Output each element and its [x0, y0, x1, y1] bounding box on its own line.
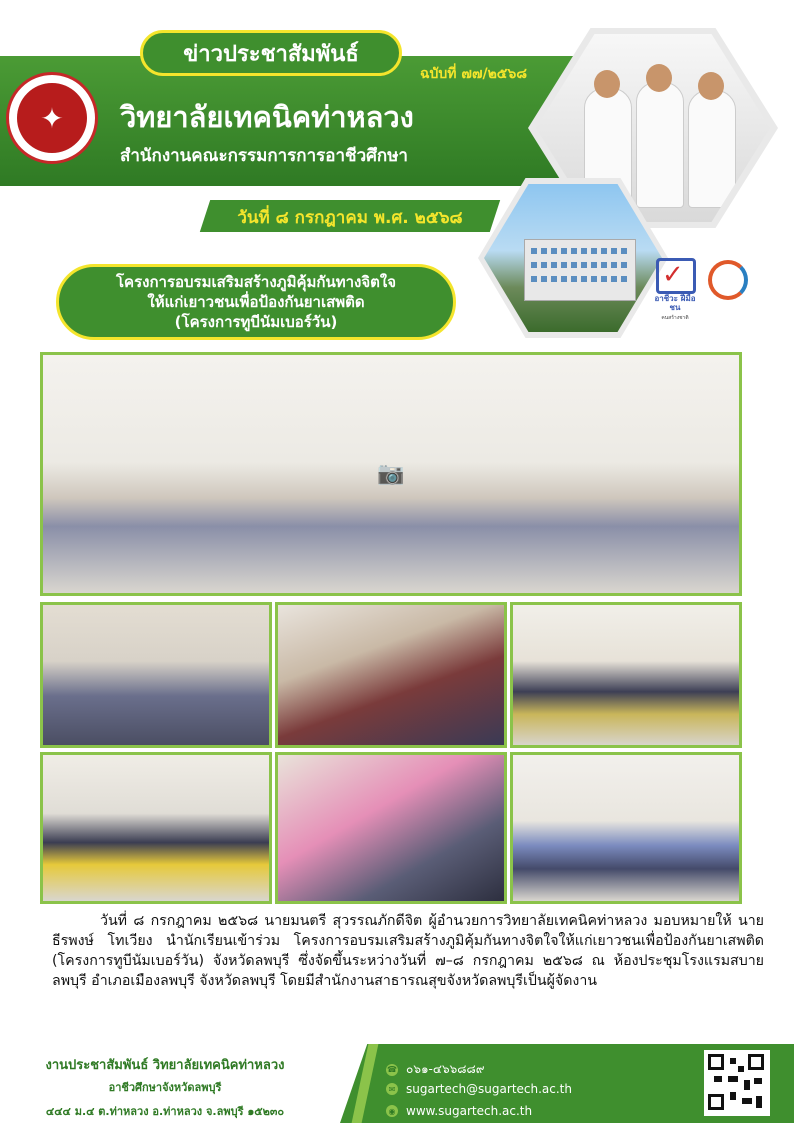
footer-org-sub: อาชีวศึกษาจังหวัดลพบุรี	[108, 1081, 222, 1094]
qr-module	[730, 1092, 736, 1100]
emblem-icon: ✦	[17, 83, 87, 153]
footer-website[interactable]: ◉ www.sugartech.ac.th	[386, 1104, 532, 1118]
group-photo-main	[40, 352, 742, 596]
person-head	[594, 70, 620, 98]
province-logo	[704, 258, 754, 320]
article-body: วันที่ ๘ กรกฎาคม ๒๕๖๘ นายมนตรี สุวรรณภักดีจิต ผู้อำนวยการวิทยาลัยเทคนิคท่าหลวง มอบหมายให้ นายธีรพงษ์ โทเวียง นำนักเรียนเข้าร่วม โครงการอบรมเสริมสร้างภูมิคุ้มกันทางจิตใจให้แก่เยาวชนเพื่อป้องกันยาเสพติด (โครงการทูบีนัมเบอร์วัน) จังหวัดลพบุรี ซึ่งจัดขึ้นระหว่างวันที่ ๗–๘ กรกฎาคม ๒๕๖๘ ณ ห้องประชุมโรงแรมสบายลพบุรี อำเภอเมืองลพบุรี จังหวัดลพบุรี โดยมีสำนักงานสาธารณสุขจังหวัดลพบุรีเป็นผู้จัดงาน	[52, 913, 764, 989]
qr-module	[730, 1058, 736, 1064]
qr-module	[756, 1096, 762, 1108]
activity-photo	[510, 602, 742, 748]
footer-address: ๔๔๔ ม.๔ ต.ท่าหลวง อ.ท่าหลวง จ.ลพบุรี ๑๕๒๓๐	[45, 1105, 285, 1118]
project-title	[56, 264, 456, 340]
person-figure	[688, 90, 736, 208]
qr-module	[714, 1076, 722, 1082]
qr-finder	[708, 1054, 724, 1070]
qr-code[interactable]	[704, 1050, 770, 1116]
activity-photo	[275, 752, 507, 904]
footer-phone[interactable]: ☎ ๐๖๑-๔๖๖๘๘๙	[387, 1062, 485, 1076]
activity-photo	[40, 602, 272, 748]
footer-org	[0, 1044, 330, 1123]
qr-module	[742, 1098, 752, 1104]
project-title-line2: ให้แก่เยาวชนเพื่อป้องกันยาเสพติด	[147, 293, 365, 311]
checkmark-icon: ✓	[662, 260, 684, 290]
activity-photo	[510, 752, 742, 904]
college-logo	[6, 72, 98, 164]
college-name: วิทยาลัยเทคนิคท่าหลวง	[120, 100, 414, 134]
news-badge-title: ข่าวประชาสัมพันธ์	[140, 30, 402, 76]
qr-finder	[708, 1094, 724, 1110]
window-row	[531, 248, 629, 254]
project-title-line3: (โครงการทูบีนัมเบอร์วัน)	[174, 313, 338, 331]
person-head	[646, 64, 672, 92]
person-head	[698, 72, 724, 100]
ring-emblem-icon	[708, 260, 748, 300]
qr-finder	[748, 1054, 764, 1070]
activity-photo	[275, 602, 507, 748]
qr-module	[728, 1076, 738, 1082]
qr-module	[738, 1066, 744, 1072]
phone-icon: ☎	[387, 1065, 397, 1074]
vocational-logo: ✓ อาชีวะ ฝีมือชน คนสร้างชาติ	[654, 260, 696, 321]
footer-email[interactable]: ✉ sugartech@sugartech.ac.th	[386, 1082, 572, 1096]
building-shape	[524, 239, 636, 301]
window-row	[531, 262, 629, 268]
qr-module	[744, 1080, 750, 1090]
window-row	[531, 276, 629, 282]
qr-module	[754, 1078, 762, 1084]
footer-org-name: งานประชาสัมพันธ์ วิทยาลัยเทคนิคท่าหลวง	[45, 1058, 285, 1073]
person-figure	[636, 82, 684, 208]
issue-number: ฉบับที่ ๗๗/๒๕๖๘	[420, 66, 528, 82]
activity-photo	[40, 752, 272, 904]
globe-icon: ◉	[386, 1105, 398, 1117]
email-icon: ✉	[386, 1083, 398, 1095]
camera-icon: 📷	[377, 461, 405, 487]
office-name: สำนักงานคณะกรรมการการอาชีวศึกษา	[120, 146, 408, 166]
news-date: วันที่ ๘ กรกฎาคม พ.ศ. ๒๕๖๘	[237, 208, 463, 228]
project-title-line1: โครงการอบรมเสริมสร้างภูมิคุ้มกันทางจิตใจ	[115, 273, 396, 291]
